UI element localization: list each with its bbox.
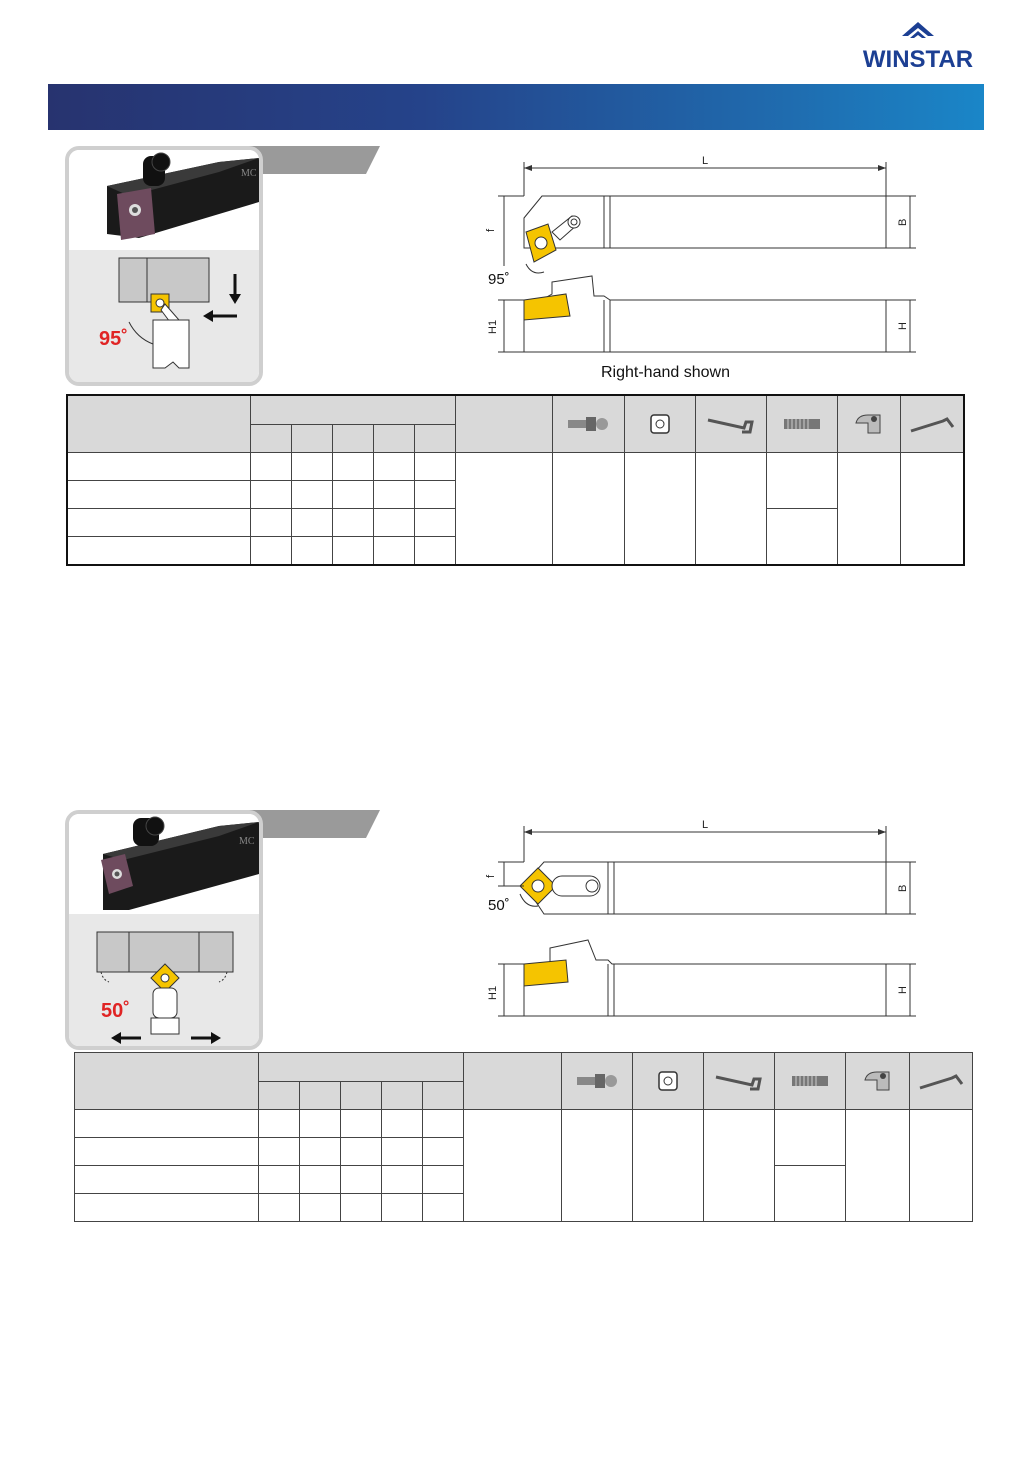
section1-col-icon-5 <box>837 395 900 453</box>
section2-col-icon-1 <box>561 1053 632 1110</box>
section2-col-icon-6 <box>909 1053 972 1110</box>
section1-cutting-diagram <box>69 250 259 382</box>
section1-dim-L: L <box>702 155 709 167</box>
section2-dim-f: f <box>485 874 497 878</box>
section2-photo-mark: MC <box>239 836 255 847</box>
section2-dim-H1: H1 <box>487 985 499 1000</box>
section2-dim-B: B <box>897 884 909 892</box>
section2-col-icon-2 <box>632 1053 703 1110</box>
section1-product-photo <box>69 150 259 250</box>
section1-col-icon-4 <box>766 395 837 453</box>
section2-col-model <box>75 1053 259 1110</box>
section1-photo-mark: MC <box>241 168 257 179</box>
section1-caption: Right-hand shown <box>601 364 730 381</box>
section2-col-dimensions <box>258 1053 464 1082</box>
section2-cutting-diagram <box>69 914 259 1046</box>
section1-col-insert-type <box>456 395 553 453</box>
allen-key-icon <box>909 415 955 433</box>
title-banner <box>48 84 984 130</box>
set-screw-icon <box>782 416 822 432</box>
section1-photo-card <box>65 146 263 386</box>
section1-dim-H: H <box>897 322 909 330</box>
section2-angle-label: 50˚ <box>101 1000 130 1022</box>
section2-product-photo <box>69 814 259 914</box>
section2-col-icon-5 <box>846 1053 909 1110</box>
section2-col-icon-4 <box>775 1053 846 1110</box>
section2-dim-H: H <box>897 986 909 994</box>
section1-spec-table <box>66 394 965 566</box>
section2-spec-table <box>74 1052 973 1222</box>
section2-col-insert-type <box>464 1053 561 1110</box>
allen-key-icon <box>918 1072 964 1090</box>
set-screw-icon <box>790 1073 830 1089</box>
section1-col-dimensions <box>251 395 456 425</box>
section1-dim-H1: H1 <box>487 319 499 334</box>
hex-key-icon <box>714 1071 764 1091</box>
section1-col-icon-2 <box>624 395 695 453</box>
section1-col-icon-6 <box>900 395 964 453</box>
section2-col-icon-3 <box>704 1053 775 1110</box>
section1-col-icon-3 <box>695 395 766 453</box>
clamp-screw-icon <box>575 1071 619 1091</box>
brand-logo <box>848 20 988 72</box>
insert-icon <box>648 412 672 436</box>
section2-dim-angle: 50˚ <box>488 897 510 914</box>
clamp-icon <box>854 411 884 437</box>
hex-key-icon <box>706 414 756 434</box>
clamp-screw-icon <box>566 414 610 434</box>
section1-col-icon-1 <box>553 395 624 453</box>
section1-dim-angle: 95˚ <box>488 271 510 288</box>
section2-photo-card <box>65 810 263 1050</box>
table-row <box>75 1110 973 1138</box>
section2-technical-drawing <box>480 812 930 1032</box>
section1-angle-label: 95˚ <box>99 328 128 350</box>
section2-dim-L: L <box>702 819 709 831</box>
table-row <box>67 453 964 481</box>
clamp-icon <box>863 1068 893 1094</box>
section1-dim-B: B <box>897 218 909 226</box>
section1-technical-drawing <box>480 148 930 388</box>
section1-col-model <box>67 395 251 453</box>
brand-name: WINSTAR <box>862 46 974 73</box>
insert-icon <box>656 1069 680 1093</box>
section1-dim-f: f <box>485 228 497 232</box>
